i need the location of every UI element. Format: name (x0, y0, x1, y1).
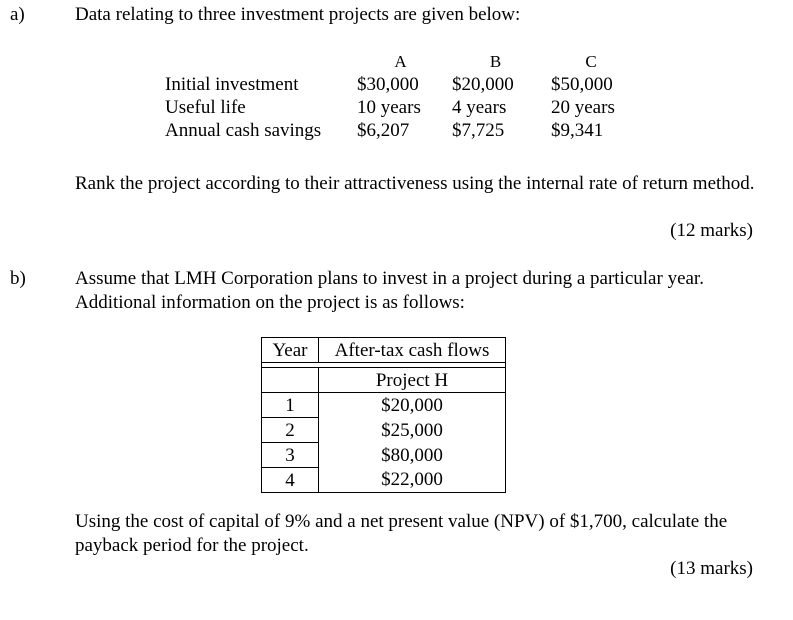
table-row (262, 418, 506, 443)
part-b-marks: (13 marks) (670, 558, 753, 579)
useful-life-row (165, 96, 651, 119)
project-c-header: C (585, 52, 597, 71)
part-a-marks: (12 marks) (670, 220, 753, 241)
project-subheader-row (262, 368, 506, 393)
project-a-header: A (394, 52, 407, 71)
value-cell: $30,000 (357, 74, 419, 95)
year-cell: 4 (262, 468, 319, 493)
year-cell: 2 (262, 418, 319, 443)
row-label: Annual cash savings (165, 120, 322, 141)
part-b-label: b) (10, 268, 26, 289)
investment-data-table (165, 50, 651, 142)
value-cell: 4 years (452, 97, 507, 118)
value-cell: $7,725 (452, 120, 505, 141)
value-cell: $50,000 (551, 74, 613, 95)
row-label: Initial investment (165, 74, 299, 95)
cash-flow-cell: $80,000 (319, 443, 506, 468)
part-b-question: Using the cost of capital of 9% and a net present value (NPV) of $1,700, calculate the payback period for the project. (75, 511, 728, 556)
project-h-subheader: Project H (319, 368, 506, 393)
table-row (262, 468, 506, 493)
cash-flow-header-row (262, 338, 506, 363)
cash-flow-cell: $25,000 (319, 418, 506, 443)
value-cell: 20 years (551, 97, 615, 118)
row-label: Useful life (165, 97, 246, 118)
year-cell: 1 (262, 393, 319, 418)
cash-flow-table (261, 337, 506, 493)
value-cell: 10 years (357, 97, 421, 118)
part-a-question: Rank the project according to their attractiveness using the internal rate of return method. (75, 173, 755, 194)
value-cell: $6,207 (357, 120, 410, 141)
annual-cash-savings-row (165, 119, 651, 142)
initial-investment-row (165, 73, 651, 96)
year-cell: 3 (262, 443, 319, 468)
year-column-header: Year (262, 338, 319, 363)
table-row (262, 443, 506, 468)
project-b-header: B (489, 52, 502, 71)
cash-flow-cell: $22,000 (319, 468, 506, 493)
part-b-intro: Assume that LMH Corporation plans to invest in a project during a particular year. Additional information on the project is as follows: (75, 268, 704, 313)
cash-flows-column-header: After-tax cash flows (319, 338, 506, 363)
project-header-row (165, 50, 651, 73)
cash-flow-cell: $20,000 (319, 393, 506, 418)
value-cell: $9,341 (551, 120, 604, 141)
part-a-label: a) (10, 4, 25, 25)
part-a-intro: Data relating to three investment projects are given below: (75, 4, 521, 25)
value-cell: $20,000 (452, 74, 514, 95)
table-row (262, 393, 506, 418)
